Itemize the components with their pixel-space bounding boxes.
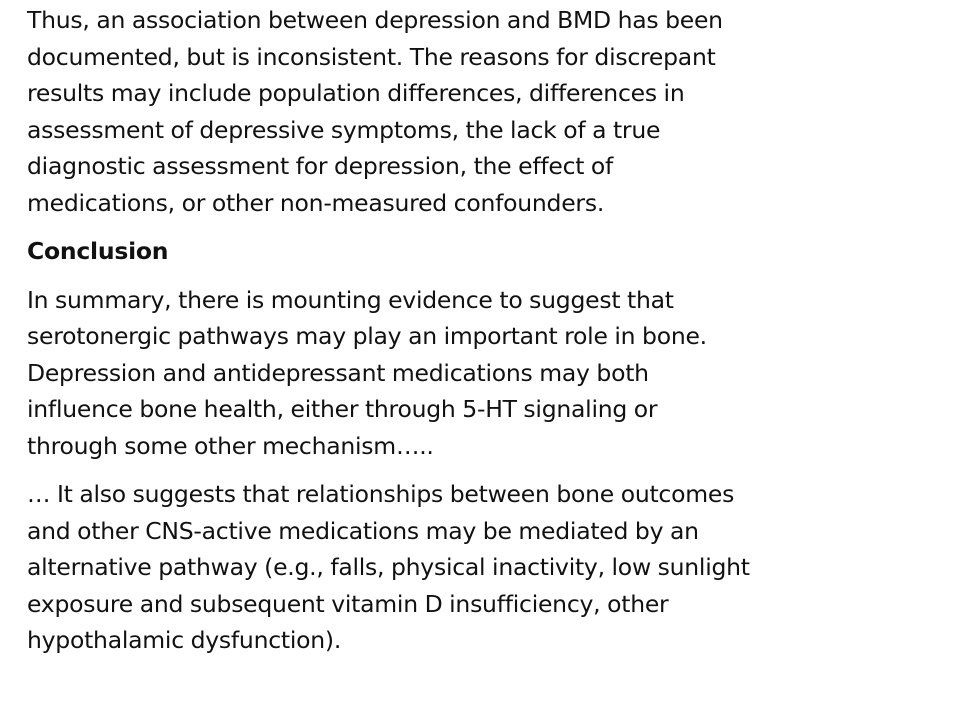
text-line: through some other mechanism…..	[27, 431, 434, 460]
text-line: influence bone health, either through 5-HT signaling or	[27, 395, 658, 423]
text-line: hypothalamic dysfunction).	[27, 626, 342, 654]
text-line: serotonergic pathways may play an important role in bone.	[27, 322, 707, 350]
heading-text: Conclusion	[27, 237, 169, 265]
paragraph-depression-bmd	[27, 2, 945, 221]
paragraph-alternative-pathway	[27, 476, 945, 659]
paragraph-spacer	[27, 270, 945, 282]
text-line: alternative pathway (e.g., falls, physical inactivity, low sunlight	[27, 553, 750, 581]
paragraph-summary	[27, 282, 945, 465]
text-line: and other CNS-active medications may be mediated by an	[27, 516, 699, 545]
document-body	[27, 2, 945, 659]
paragraph-spacer	[27, 221, 945, 233]
text-line: exposure and subsequent vitamin D insufficiency, other	[27, 589, 669, 618]
text-line: medications, or other non-measured confounders.	[27, 188, 605, 217]
text-line: assessment of depressive symptoms, the lack of a true	[27, 115, 661, 144]
text-line: documented, but is inconsistent. The reasons for discrepant	[27, 42, 716, 71]
text-line: In summary, there is mounting evidence to suggest that	[27, 285, 674, 314]
text-line: results may include population differences, differences in	[27, 79, 685, 107]
text-line: Depression and antidepressant medications may both	[27, 358, 649, 387]
text-line: diagnostic assessment for depression, the effect of	[27, 152, 614, 180]
section-heading-conclusion	[27, 233, 945, 270]
text-line: … It also suggests that relationships between bone outcomes	[27, 480, 735, 508]
text-line: Thus, an association between depression and BMD has been	[27, 6, 723, 34]
paragraph-spacer	[27, 464, 945, 476]
